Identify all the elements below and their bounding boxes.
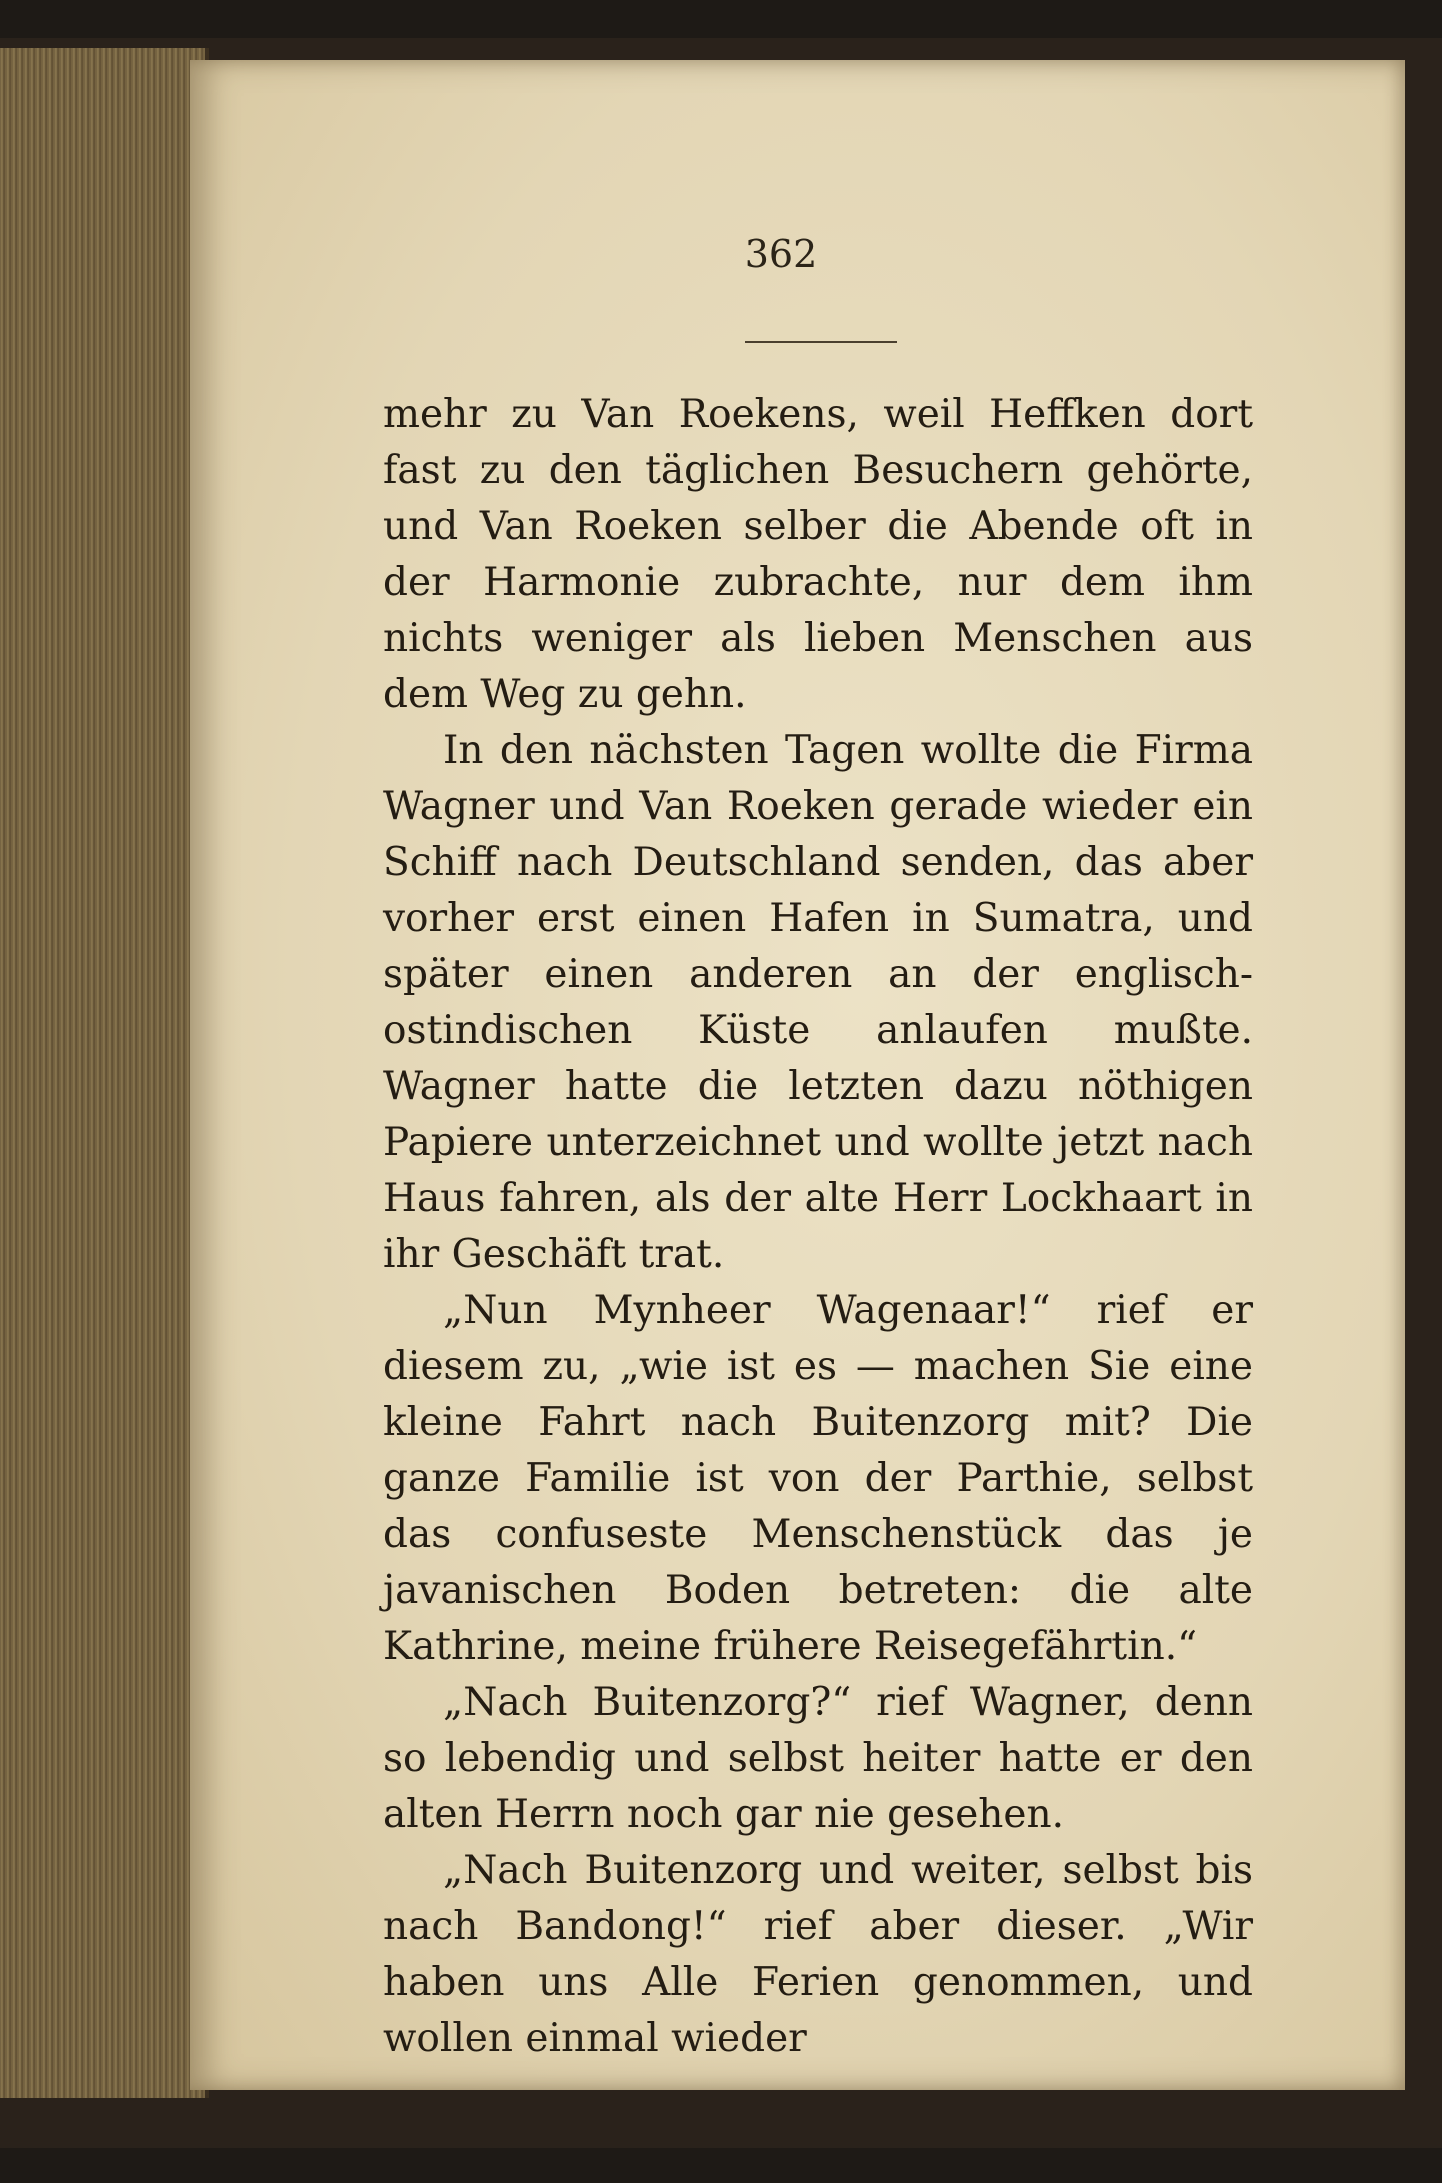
paragraph-3: „Nun Mynheer Wagenaar!“ rief er diesem zu, „wie ist es — machen Sie eine kleine Fahrt nach Buitenzorg mit? Die ganze Familie ist von der Parthie, selbst das confuseste Menschenstück das je javanischen Boden betreten: die alte Kathrine, meine frühere Reisegefährtin.“ bbox=[383, 1288, 1253, 1669]
page-number: 362 bbox=[744, 232, 818, 276]
paragraph-2: In den nächsten Tagen wollte die Firma Wagner und Van Roeken gerade wieder ein Schiff nach Deutschland senden, das aber vorher erst einen Hafen in Sumatra, und später einen anderen an der englisch-ostindischen Küste anlaufen mußte. Wagner hatte die letzten dazu nöthigen Papiere unterzeichnet und wollte jetzt nach Haus fahren, als der alte Herr Lockhaart in ihr Geschäft trat. bbox=[383, 728, 1253, 1277]
paragraph-1: mehr zu Van Roekens, weil Heffken dort fast zu den täglichen Besuchern gehörte, und Van Roeken selber die Abende oft in der Harmonie zubrachte, nur dem ihm nichts weniger als lieben Menschen aus dem Weg zu gehn. bbox=[383, 392, 1253, 717]
page-number-rule bbox=[745, 341, 897, 343]
paragraph-4: „Nach Buitenzorg?“ rief Wagner, denn so lebendig und selbst heiter hatte er den alten Herrn noch gar nie gesehen. bbox=[383, 1680, 1253, 1837]
page-edges bbox=[0, 48, 209, 2098]
paragraph-5: „Nach Buitenzorg und weiter, selbst bis nach Bandong!“ rief aber dieser. „Wir haben uns Alle Ferien genommen, und wollen einmal wieder bbox=[383, 1848, 1253, 2061]
body-text bbox=[383, 387, 1253, 2067]
